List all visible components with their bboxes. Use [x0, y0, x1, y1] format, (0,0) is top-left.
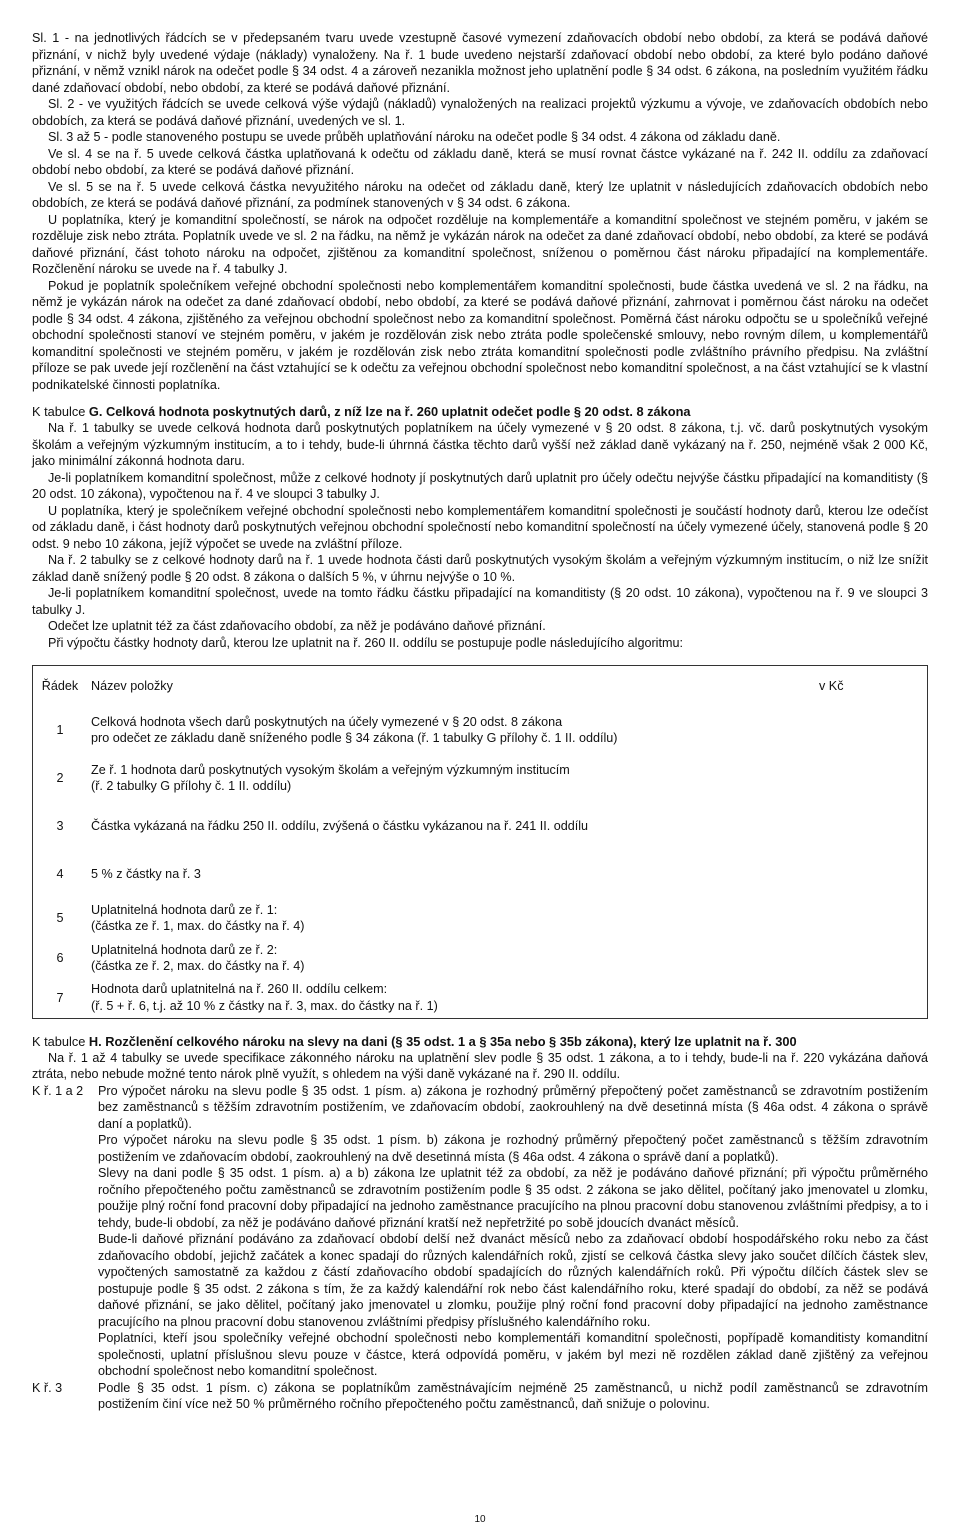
row-number: 4	[56, 866, 64, 881]
table-row	[33, 754, 928, 802]
row-number: 2	[56, 770, 64, 785]
table-g-paragraph: Je-li poplatníkem komanditní společnost, může z celkové hodnoty jí poskytnutých darů uplatnit pro účely odečtu nejvýše částku připadající na komanditisty (§ 20 odst. 10 zákona), vypočtenou na ř. 4 ve sloupci 3 tabulky J.	[32, 470, 928, 501]
note-rows-1-2	[32, 1083, 928, 1380]
header-item-name: Název položky	[91, 678, 173, 693]
table-g-paragraph: Je-li poplatníkem komanditní společnost, uvede na tomto řádku částku připadající na komanditisty (§ 20 odst. 10 zákona), vypočtenou na ř. 9 ve sloupci 3 tabulky J.	[32, 586, 928, 617]
intro-paragraph: Ve sl. 4 se na ř. 5 uvede celková částka uplatňovaná k odečtu od základu daně, která se musí rovnat částce vykázané na ř. 242 II. oddílu za zdaňovací období nebo období, za které se podává daňové přiznání.	[32, 146, 928, 177]
intro-paragraph: Sl. 2 - ve využitých řádcích se uvede celková výše výdajů (nákladů) vynaložených na realizaci projektů výzkumu a vývoje, ve zdaňovacích obdobích nebo obdobích, za která se podává daňové přiznání, uvedených ve sl. 1.	[32, 97, 928, 128]
note-paragraph: Podle § 35 odst. 1 písm. c) zákona se poplatníkům zaměstnávajícím nejméně 25 zaměstnanců, u nichž podíl zaměstnanců se zdravotním postižením činí více než 50 % průměrného ročního přepočteného počtu zaměstnanců, daň snižuje o polovinu.	[98, 1380, 928, 1411]
section-heading-table-g	[32, 403, 928, 420]
table-row	[33, 978, 928, 1018]
table-g-paragraph: Na ř. 1 tabulky se uvede celková hodnota darů poskytnutých poplatníkem na účely vymezené v § 20 odst. 8 zákona, t.j. vč. darů poskytnutých vysokým školám a veřejným výzkumným institucím, a to i tehdy, bude-li úhrnná částka těchto darů vyšší než základ daně vykázaný na ř. 250, nejméně však 2 000 Kč, jako minimální zákonná hodnota daru.	[32, 421, 928, 468]
row-value	[815, 938, 928, 978]
note-label: K ř. 3	[32, 1380, 63, 1395]
heading-prefix: K tabulce	[32, 1033, 89, 1049]
row-number: 5	[56, 910, 64, 925]
table-g-paragraph: Při výpočtu částky hodnoty darů, kterou lze uplatnit na ř. 260 II. oddílu se postupuje podle následujícího algoritmu:	[48, 635, 683, 650]
note-paragraph: Pro výpočet nároku na slevu podle § 35 odst. 1 písm. a) zákona je rozhodný průměrný přepočtený počet zaměstnanců se zdravotním postižením bez zaměstnanců s těžším zdravotním postižením, ve zdaňovacím období, zaokrouhlený na dvě desetinná místa (§ 46a odst. 4 zákona o správě daní a poplatků).	[98, 1083, 928, 1131]
table-g-paragraph: Na ř. 2 tabulky se z celkové hodnoty darů na ř. 1 uvede hodnota části darů poskytnutých vysokým školám a veřejným výzkumným institucím, o niž lze snížit základ daně snížený podle § 20 odst. 8 zákona o dalších 5 %, v úhrnu nejvýše o 10 %.	[32, 553, 928, 584]
heading-prefix: K tabulce	[32, 404, 89, 419]
table-g-paragraph: Odečet lze uplatnit též za část zdaňovacího období, za něž je podáváno daňové přiznání.	[48, 619, 546, 633]
table-row	[33, 898, 928, 938]
intro-paragraph: Pokud je poplatník společníkem veřejné obchodní společnosti nebo komplementářem komanditní společnosti, bude částka uvedená ve sl. 2 na řádku, na němž je vykázán nárok na odečet za dané zdaňovací období, nebo období, za které se podává daňové přiznání, zahrnovat i poměrnou část nároku na odečet podle § 34 odst. 4 zákona, zjištěného za veřejnou obchodní společnost nebo za komanditní společnost. Poměrná část nároku odpočtu se u společníků veřejné obchodní společnosti stanoví ve stejném poměru, v jakém je rozdělován zisk nebo ztráta podle společenské smlouvy, nebo rovným dílem, u komplementářů komanditní společnosti ve stejném poměru, v jakém je rozdělován zisk nebo ztráta komanditní společnosti podle zvláštního právního předpisu. Na zvláštní příloze se pak uvede její rozčlenění na část vztahující se k odečtu za veřejnou obchodní společnost nebo komanditní společnost, a na část vztahující se k vlastní podnikatelské činnosti poplatníka.	[32, 278, 928, 392]
row-label: Částka vykázaná na řádku 250 II. oddílu, zvýšená o částku vykázanou na ř. 241 II. oddílu	[91, 818, 589, 833]
row-number: 6	[56, 950, 64, 965]
table-row	[33, 938, 928, 978]
row-number: 7	[56, 990, 64, 1005]
row-label: Uplatnitelná hodnota darů ze ř. 1: (částka ze ř. 1, max. do částky na ř. 4)	[91, 902, 305, 933]
row-value	[815, 978, 928, 1018]
algorithm-table	[32, 665, 928, 1019]
row-value	[815, 898, 928, 938]
note-paragraph: Poplatníci, kteří jsou společníky veřejné obchodní společnosti nebo komplementáři komanditní společnosti, popřípadě komanditisty komanditní společnosti, uplatní příslušnou slevu pouze v částce, která odpovídá poměru, v jakém byl mezi ně rozdělen základ daně zjištěný za veřejnou obchodní společnost nebo komanditní společnost.	[98, 1331, 928, 1378]
row-label: Hodnota darů uplatnitelná na ř. 260 II. oddílu celkem: (ř. 5 + ř. 6, t.j. až 10 % z částky na ř. 3, max. do částky na ř. 1)	[91, 982, 438, 1013]
note-paragraph: Bude-li daňové přiznání podáváno za zdaňovací období delší než dvanáct měsíců nebo za zdaňovací období hospodářského roku nebo za část zdaňovacího období, jejichž začátek a konec spadají do různých kalendářních roků, zjistí se celková částka slevy jako součet dílčích částek slev, vypočtených samostatně za každou z částí zdaňovacího období spadajících do různých kalendářních roků. Při výpočtu dílčích částek slev se postupuje podle § 35 odst. 2 zákona s tím, že za každý kalendářní rok nebo část kalendářního roku, které spadají do období, za něž se podává daňové přiznání, se jako dělitel, počítaný jako jmenovatel u zlomku, použije plný roční fond pracovní doby připadající na jednoho zaměstnance pracujícího na plnou pracovní dobu stanovenou zvláštními předpisy příslušného kalendářního roku.	[98, 1232, 928, 1329]
row-value	[815, 850, 928, 898]
intro-paragraph: U poplatníka, který je komanditní společností, se nárok na odpočet rozděluje na komplementáře a komanditní společnost ve stejném poměru, v jakém se rozděluje zisk nebo ztráta. Poplatník uvede ve sl. 2 na řádku, na němž je vykázán nárok na odečet za dané zdaňovací období, nebo období, za které se podává daňové přiznání, část tohoto nároku na odpočet, zjištěnou za komanditní společnost, sníženou o poměrnou část nároku připadající na komplementáře. Rozčlenění nároku se uvede na ř. 4 tabulky J.	[32, 212, 928, 276]
row-value	[815, 754, 928, 802]
heading-title: H. Rozčlenění celkového nároku na slevy na dani (§ 35 odst. 1 a § 35a nebo § 35b zákona), který lze uplatnit na ř. 300	[88, 1033, 797, 1049]
table-row	[33, 802, 928, 850]
header-row-number: Řádek	[41, 678, 79, 693]
table-row	[33, 850, 928, 898]
note-row-3	[32, 1380, 928, 1413]
note-paragraph: Pro výpočet nároku na slevu podle § 35 odst. 1 písm. b) zákona je rozhodný průměrný přepočtený počet zaměstnanců s těžším zdravotním postižením ve zdaňovacím období, zaokrouhlený na dvě desetinná místa (§ 46a odst. 4 zákona o správě daní a poplatků).	[98, 1133, 928, 1164]
table-header-row	[33, 666, 928, 707]
row-number: 1	[56, 722, 64, 737]
header-value: v Kč	[819, 678, 844, 693]
row-value	[815, 706, 928, 754]
note-paragraph: Slevy na dani podle § 35 odst. 1 písm. a) a b) zákona lze uplatnit též za období, za něž je podáváno daňové přiznání; při výpočtu průměrného ročního přepočteného počtu zaměstnanců se zdravotním postižením podle § 35 odst. 2 zákona se jako dělitel, počítaný jako jmenovatel u zlomku, použije plný roční fond pracovní doby připadající na jednoho zaměstnance pracujícího na plnou pracovní dobu stanovenou zvláštními předpisy, a to i tehdy, bude-li období, za něž je podáváno daňové přiznání kratší než nepřetržité po sobě jdoucích dvanáct měsíců.	[98, 1166, 928, 1230]
intro-paragraph: Sl. 1 - na jednotlivých řádcích se v předepsaném tvaru uvede vzestupně časové vymezení zdaňovacích období nebo období, za která se podává daňové přiznání, v nichž byly uvedené výdaje (náklady) vynaloženy. Na ř. 1 bude uvedeno nejstarší zdaňovací období nebo období, za které bylo podáno daňové přiznání, v němž vznikl nárok na odečet podle § 34 odst. 4 a zároveň nezanikla možnost jeho uplatnění podle § 34 odst. 6 zákona, na posledním využitém řádku dané zdaňovací období, nebo období, za které se podává daňové přiznání.	[32, 31, 928, 95]
heading-title: G. Celková hodnota poskytnutých darů, z níž lze na ř. 260 uplatnit odečet podle § 20 odst. 8 zákona	[88, 404, 691, 419]
table-g-paragraph: U poplatníka, který je společníkem veřejné obchodní společnosti nebo komplementářem komanditní společnosti je součástí hodnoty darů, kterou lze odečíst od základu daně, i část hodnoty darů poskytnutých veřejnou obchodní společností nebo komanditní společností na účely vymezené účely, stanovená podle § 20 odst. 9 nebo 10 zákona, jejíž výpočet se uvede na zvláštní příloze.	[32, 503, 928, 551]
row-number: 3	[56, 818, 64, 833]
note-label: K ř. 1 a 2	[32, 1083, 84, 1098]
row-label: 5 % z částky na ř. 3	[91, 866, 201, 881]
intro-paragraph: Sl. 3 až 5 - podle stanoveného postupu se uvede průběh uplatňování nároku na odečet podle § 34 odst. 4 zákona od základu daně.	[48, 130, 781, 144]
row-notes	[32, 1083, 928, 1413]
row-label: Ze ř. 1 hodnota darů poskytnutých vysokým školám a veřejným výzkumným institucím (ř. 2 tabulky G přílohy č. 1 II. oddílu)	[91, 762, 570, 793]
row-label: Uplatnitelná hodnota darů ze ř. 2: (částka ze ř. 2, max. do částky na ř. 4)	[91, 942, 305, 973]
section-heading-table-h	[32, 1033, 928, 1050]
row-label: Celková hodnota všech darů poskytnutých na účely vymezené v § 20 odst. 8 zákona pro odečet ze základu daně sníženého podle § 34 zákona (ř. 1 tabulky G přílohy č. 1 II. oddílu)	[91, 714, 618, 745]
page-number: 10	[474, 1514, 486, 1525]
row-value	[815, 802, 928, 850]
document-page	[32, 30, 928, 1413]
table-row	[33, 706, 928, 754]
table-h-paragraph: Na ř. 1 až 4 tabulky se uvede specifikace zákonného nároku na uplatnění slev podle § 35 odst. 1 zákona, a to i tehdy, bude-li na ř. 220 vykázána daňová ztráta, nebo nebude možné tento nárok plně využít, s ohledem na výši daně vykázané na ř. 290 II. oddílu.	[32, 1050, 928, 1081]
intro-paragraph: Ve sl. 5 se na ř. 5 uvede celková částka nevyužitého nároku na odečet od základu daně, který lze uplatnit v následujících zdaňovacích obdobích nebo obdobích, ze která se podává daňové přiznání, za podmínek stanovených v § 34 odst. 6 zákona.	[32, 179, 928, 210]
